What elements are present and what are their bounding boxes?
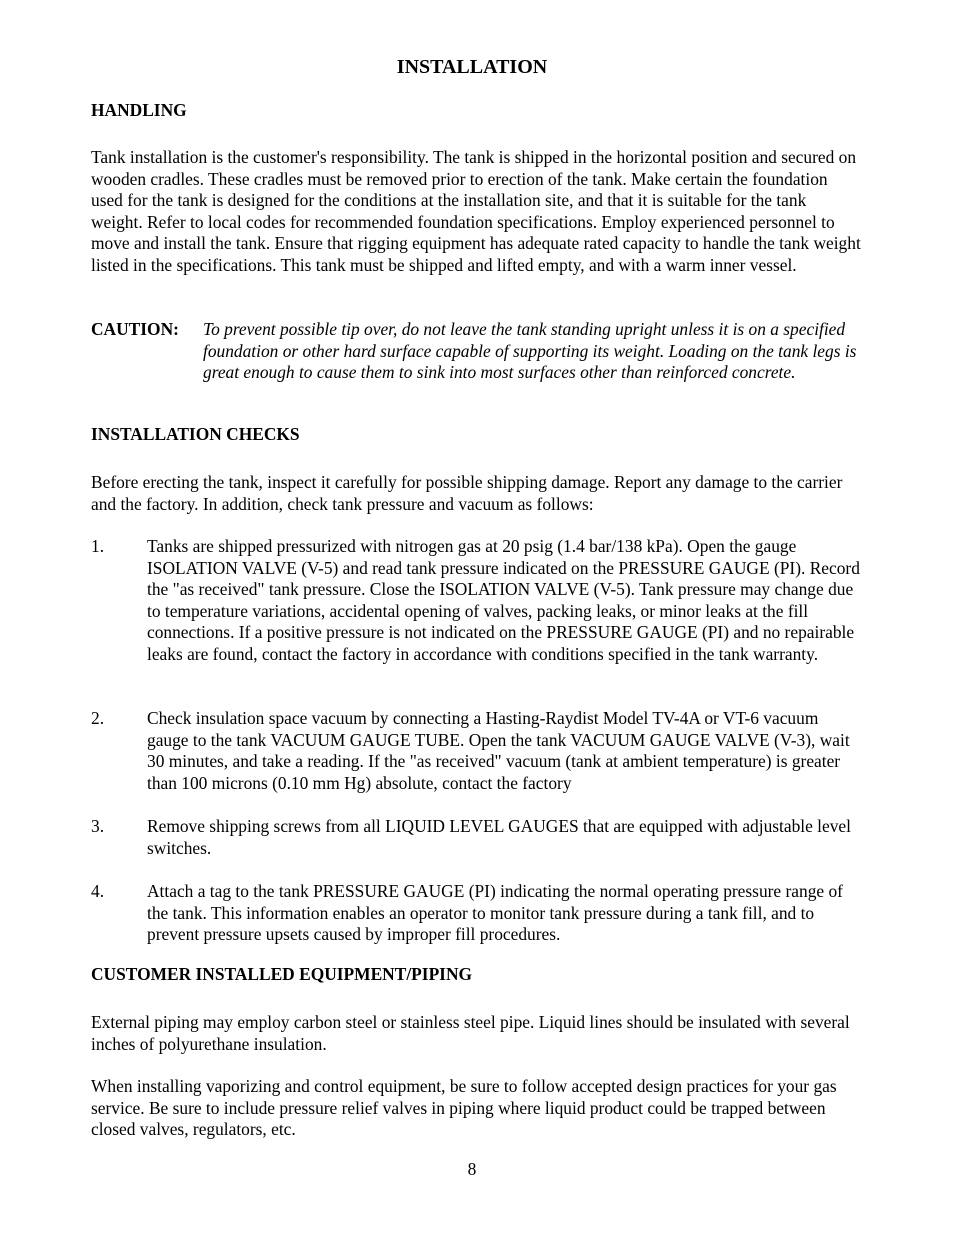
section-heading-customer-equipment: CUSTOMER INSTALLED EQUIPMENT/PIPING: [91, 964, 473, 984]
handling-paragraph: Tank installation is the customer's responsibility. The tank is shipped in the horizontal position and secured on wooden cradles. These cradles must be removed prior to erection of the tank. Make certain the foundation used for the tank is designed for the conditions at the installation site, and that it is suitable for the tank weight. Refer to local codes for recommended foundation specifications. Employ experienced personnel to move and install the tank. Ensure that rigging equipment has adequate rated capacity to handle the tank weight listed in the specifications. This tank must be shipped and lifted empty, and with a warm inner vessel.: [91, 147, 861, 275]
section-heading-installation-checks: INSTALLATION CHECKS: [91, 424, 300, 444]
page-title: INSTALLATION: [396, 56, 548, 78]
list-item-text: Tanks are shipped pressurized with nitrogen gas at 20 psig (1.4 bar/138 kPa). Open the gauge ISOLATION VALVE (V-5) and read tank pressure indicated on the PRESSURE GAUGE (PI). Record the "as received" tank pressure. Close the ISOLATION VALVE (V-5). Tank pressure may change due to temperature variations, accidental opening of valves, packing leaks, or minor leaks at the fill connections. If a positive pressure is not indicated on the PRESSURE GAUGE (PI) and no repairable leaks are found, contact the factory in accordance with conditions specified in the tank warranty.: [147, 536, 860, 664]
equipment-paragraph-2: When installing vaporizing and control equipment, be sure to follow accepted design practices for your gas service. Be sure to include pressure relief valves in piping where liquid product could be trapped between closed valves, regulators, etc.: [91, 1076, 837, 1140]
equipment-paragraph-1: External piping may employ carbon steel or stainless steel pipe. Liquid lines should be insulated with several inches of polyurethane insulation.: [91, 1012, 850, 1054]
page-number: 8: [467, 1159, 477, 1179]
list-item-number: 4.: [91, 881, 105, 901]
list-item-text: Remove shipping screws from all LIQUID LEVEL GAUGES that are equipped with adjustable level switches.: [147, 816, 851, 858]
list-item-text: Attach a tag to the tank PRESSURE GAUGE (PI) indicating the normal operating pressure range of the tank. This information enables an operator to monitor tank pressure during a tank fill, and to prevent pressure upsets caused by improper fill procedures.: [147, 881, 843, 945]
caution-label: CAUTION:: [91, 319, 179, 339]
list-item-number: 2.: [91, 708, 105, 728]
section-heading-handling: HANDLING: [91, 100, 187, 120]
caution-text: To prevent possible tip over, do not leave the tank standing upright unless it is on a specified foundation or other hard surface capable of supporting its weight. Loading on the tank legs is great enough to cause them to sink into most surfaces other than reinforced concrete.: [203, 319, 857, 383]
list-item-number: 3.: [91, 816, 105, 836]
checks-intro-paragraph: Before erecting the tank, inspect it carefully for possible shipping damage. Report any damage to the carrier and the factory. In addition, check tank pressure and vacuum as follows:: [91, 472, 843, 514]
list-item-text: Check insulation space vacuum by connecting a Hasting-Raydist Model TV-4A or VT-6 vacuum gauge to the tank VACUUM GAUGE TUBE. Open the tank VACUUM GAUGE VALVE (V-3), wait 30 minutes, and take a reading. If the "as received" vacuum (tank at ambient temperature) is greater than 100 microns (0.10 mm Hg) absolute, contact the factory: [147, 708, 850, 793]
list-item-number: 1.: [91, 536, 105, 556]
